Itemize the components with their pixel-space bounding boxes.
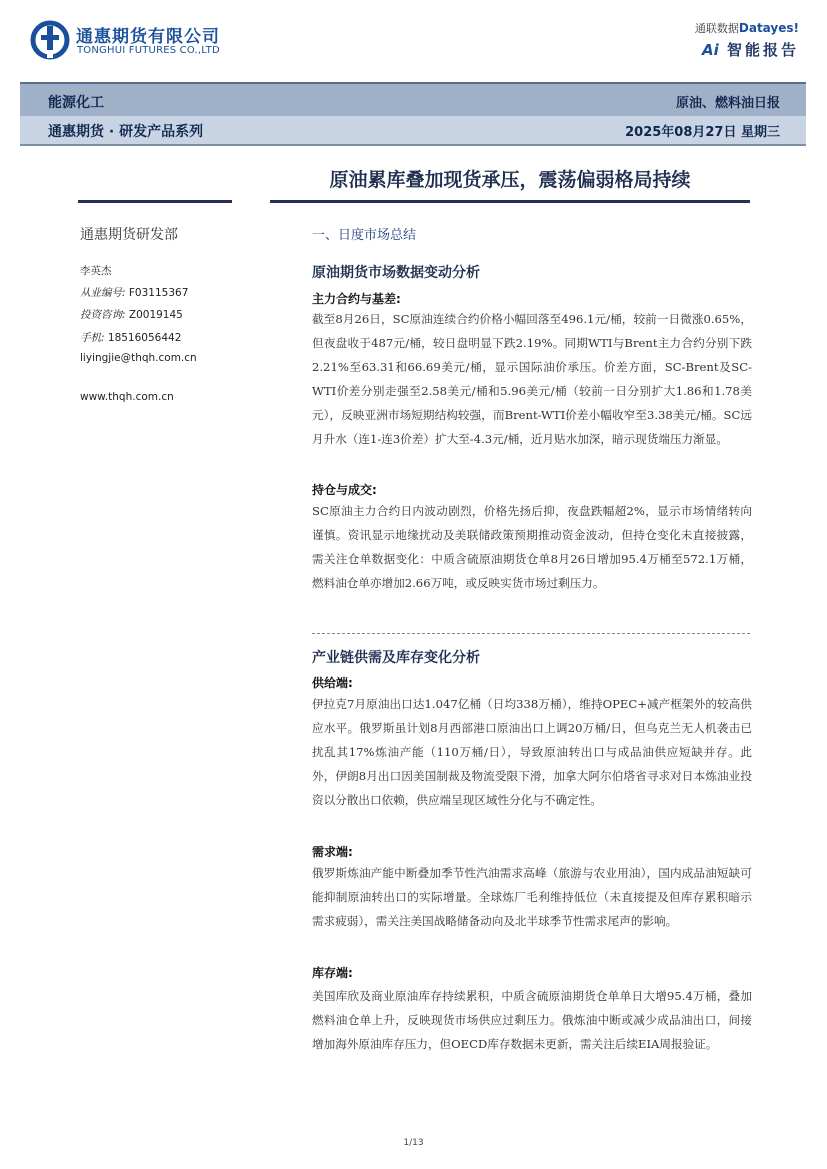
phone-label: 手机: [80, 332, 105, 344]
report-type: 原油、燃料油日报 [675, 96, 780, 111]
company-logo-icon [30, 20, 70, 60]
subsection-title-supply-chain: 产业链供需及库存变化分析 [312, 650, 480, 666]
license-label: 从业编号: [80, 287, 126, 299]
page-number: 1/13 [403, 1138, 424, 1148]
datayes-logo-text: Datayes! [738, 21, 799, 35]
para-demand: 俄罗斯炼油产能中断叠加季节性汽油需求高峰（旅游与农业用油），国内成品油短缺可能抑制原油转出口的实际增量。全球炼厂毛利维持低位（未直接提及但库存累积暗示需求疲弱），需关注美国战略储备动向及北半球季节性需求尾声的影响。 [312, 866, 752, 928]
license-line [80, 285, 188, 300]
report-headline: 原油累库叠加现货承压，震荡偏弱格局持续 [329, 169, 691, 191]
section-divider [312, 633, 750, 634]
company-name-cn: 通惠期货有限公司 [76, 27, 220, 47]
ai-report-brand [659, 20, 799, 60]
report-category: 能源化工 [48, 95, 104, 111]
advisor-number: Z0019145 [128, 309, 183, 321]
advisor-label: 投资咨询: [80, 309, 126, 321]
label-demand: 需求端: [312, 845, 353, 859]
ai-mark: Ai [701, 41, 719, 59]
author-email[interactable]: liyingjie@thqh.com.cn [80, 352, 197, 364]
report-series: 通惠期货 · 研发产品系列 [48, 124, 204, 140]
para-supply: 伊拉克7月原油出口达1.047亿桶（日均338万桶），维持OPEC+减产框架外的较高供应水平。俄罗斯虽计划8月西部港口原油出口上调20万桶/日，但乌克兰无人机袭击已扰乱其17%炼油产能（110万桶/日），导致原油转出口与成品油供应短缺并存。此外，伊朗8月出口因美国制裁及物流受限下滑，加拿大阿尔伯塔省寻求对日本炼油业投资以分散出口依赖，供应端呈现区域性分化与不确定性。 [312, 697, 752, 807]
company-website[interactable]: www.thqh.com.cn [80, 391, 174, 403]
phone-number: 18516056442 [107, 332, 182, 344]
phone-line [80, 330, 181, 345]
section-title: 一、日度市场总结 [312, 228, 417, 243]
headline-divider [270, 200, 750, 203]
para-inventory: 美国库欣及商业原油库存持续累积，中质含硫原油期货仓单单日大增95.4万桶，叠加燃料油仓单上升，反映现货市场供应过剩压力。俄炼油中断或减少成品油出口，间接增加海外原油库存压力，但OECD库存数据未更新，需关注后续EIA周报验证。 [312, 989, 752, 1051]
series-banner [20, 116, 806, 146]
license-number: F03115367 [128, 287, 189, 299]
para-position: SC原油主力合约日内波动剧烈，价格先扬后抑，夜盘跌幅超2%，显示市场情绪转向谨慎。资讯显示地缘扰动及美联储政策预期推动资金波动，但持仓变化未直接披露，需关注仓单数据变化：中质含硫原油期货仓单8月26日增加95.4万桶至572.1万桶，燃料油仓单亦增加2.66万吨，或反映实货市场过剩压力。 [312, 504, 752, 590]
ai-report-text: 智能报告 [726, 41, 799, 59]
datayes-prefix: 通联数据 [694, 22, 739, 35]
label-inventory: 库存端: [312, 966, 353, 980]
advisor-line [80, 307, 183, 322]
author-name: 李英杰 [80, 265, 112, 277]
report-date: 2025年08月27日 星期三 [625, 125, 780, 140]
company-logo [30, 20, 230, 60]
label-basis: 主力合约与基差: [312, 292, 401, 306]
category-banner [20, 82, 806, 118]
para-basis: 截至8月26日，SC原油连续合约价格小幅回落至496.1元/桶，较前一日微涨0.65%，但夜盘收于487元/桶，较日盘明显下跌2.19%。同期WTI与Brent主力合约分别下跌2.21%至63.31和66.69美元/桶，显示国际油价承压。价差方面，SC-Brent及SC-WTI价差分别走强至2.58美元/桶和5.96美元/桶（较前一日分别扩大1.86和1.78美元），反映亚洲市场短期结构较强，而Brent-WTI价差小幅收窄至3.38美元/桶。SC远月升水（连1-连3价差）扩大至-4.3元/桶，近月贴水加深，暗示现货端压力渐显。 [312, 312, 752, 446]
research-dept: 通惠期货研发部 [80, 227, 178, 243]
datayes-brand [659, 20, 799, 36]
label-position: 持仓与成交: [312, 483, 377, 497]
ai-report-label [659, 39, 799, 60]
subsection-title-futures: 原油期货市场数据变动分析 [312, 265, 480, 281]
label-supply: 供给端: [312, 676, 353, 690]
company-name-en: TONGHUI FUTURES CO.,LTD [77, 45, 220, 56]
sidebar-divider [78, 200, 232, 203]
